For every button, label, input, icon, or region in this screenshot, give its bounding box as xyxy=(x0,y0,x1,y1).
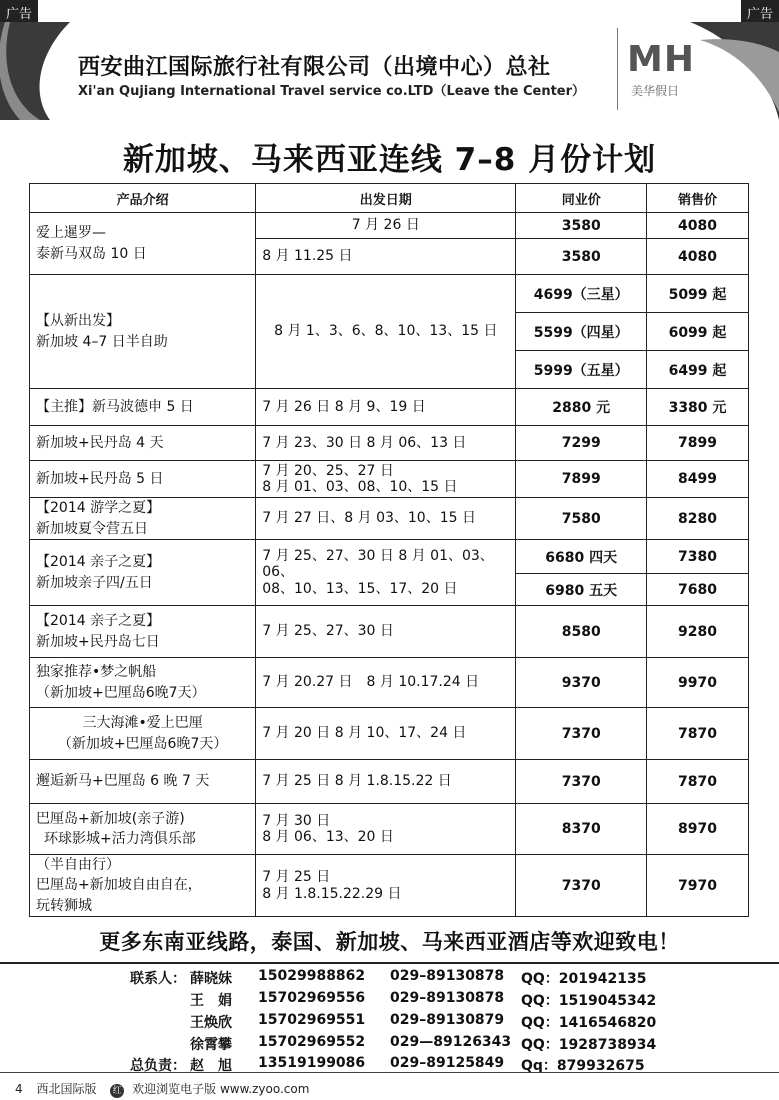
peer-price: 2880 元 xyxy=(516,389,647,426)
product-cell xyxy=(30,275,256,389)
product-line: 新加坡夏令营五日 xyxy=(36,520,148,537)
product-cell xyxy=(30,708,256,760)
publisher-badge-icon: 红 xyxy=(110,1084,124,1098)
peer-price: 7299 xyxy=(516,426,647,461)
product-cell: 新加坡+民丹岛 4 天 xyxy=(30,426,256,461)
contact-role: 总负责： xyxy=(130,1058,186,1074)
sale-price: 7870 xyxy=(647,708,749,760)
product-line: 新加坡 4–7 日半自助 xyxy=(36,333,168,350)
peer-price: 6680 四天 xyxy=(516,540,647,574)
product-cell: 邂逅新马+巴厘岛 6 晚 7 天 xyxy=(30,760,256,804)
product-line: 玩转狮城 xyxy=(36,897,92,914)
product-cell xyxy=(30,658,256,708)
contacts-top-rule xyxy=(0,962,779,964)
product-cell: 【主推】新马波德申 5 日 xyxy=(30,389,256,426)
date-line: 8 月 1.8.15.22.29 日 xyxy=(262,885,402,902)
product-line: 【2014 游学之夏】 xyxy=(36,500,161,517)
table-row xyxy=(30,804,749,855)
contact-mobile: 15702969551 xyxy=(258,1012,366,1028)
table-row xyxy=(30,855,749,917)
date-cell: 7 月 23、30 日 8 月 06、13 日 xyxy=(256,426,516,461)
product-line: 环球影城+活力湾俱乐部 xyxy=(44,831,196,847)
contact-role: 联系人： xyxy=(130,971,186,987)
contact-tel: 029–89130879 xyxy=(390,1012,505,1028)
peer-price: 7370 xyxy=(516,855,647,917)
company-name-cn: 西安曲江国际旅行社有限公司（出境中心）总社 xyxy=(78,55,551,80)
agency-header xyxy=(0,22,779,120)
contact-qq: QQ：1416546820 xyxy=(521,1015,657,1031)
header-peer-price: 同业价 xyxy=(516,184,647,213)
peer-price: 7370 xyxy=(516,760,647,804)
sale-price: 4080 xyxy=(647,213,749,239)
header-sale-price: 销售价 xyxy=(647,184,749,213)
sale-price: 8970 xyxy=(647,804,749,855)
date-line: 7 月 25 日 xyxy=(262,869,331,886)
peer-price: 7899 xyxy=(516,461,647,498)
date-cell xyxy=(256,855,516,917)
table-row xyxy=(30,389,749,426)
peer-price: 4699（三星） xyxy=(516,275,647,313)
date-cell: 7 月 27 日、8 月 03、10、15 日 xyxy=(256,498,516,540)
date-cell: 8 月 1、3、6、8、10、13、15 日 xyxy=(256,275,516,389)
sale-price: 7380 xyxy=(647,540,749,574)
sale-price: 7899 xyxy=(647,426,749,461)
table-row xyxy=(30,760,749,804)
product-line: 新加坡+民丹岛七日 xyxy=(36,633,160,650)
date-line: 8 月 06、13、20 日 xyxy=(262,829,394,845)
date-cell: 7 月 25 日 8 月 1.8.15.22 日 xyxy=(256,760,516,804)
product-line: 【从新出发】 xyxy=(36,313,120,330)
header-date: 出发日期 xyxy=(256,184,516,213)
product-cell xyxy=(30,804,256,855)
peer-price: 3580 xyxy=(516,213,647,239)
peer-price: 8370 xyxy=(516,804,647,855)
contact-name: 赵 旭 xyxy=(190,1058,232,1074)
product-line: （新加坡+巴厘岛6晚7天） xyxy=(57,735,228,752)
product-line: 巴厘岛+新加坡自由自在， xyxy=(36,877,202,894)
contact-name: 薛晓妹 xyxy=(190,971,232,987)
product-cell: 新加坡+民丹岛 5 日 xyxy=(30,461,256,498)
product-line: （新加坡+巴厘岛6晚7天） xyxy=(36,684,206,701)
product-cell xyxy=(30,213,256,275)
contact-qq: Qq：879932675 xyxy=(521,1058,645,1074)
page-footer xyxy=(15,1080,319,1098)
sale-price: 6099 起 xyxy=(647,313,749,351)
sale-price: 4080 xyxy=(647,239,749,275)
peer-price: 6980 五天 xyxy=(516,574,647,606)
peer-price: 7370 xyxy=(516,708,647,760)
product-cell xyxy=(30,498,256,540)
contact-name: 王焕欣 xyxy=(190,1015,232,1031)
product-line: （半自由行） xyxy=(36,857,120,874)
sale-price: 7970 xyxy=(647,855,749,917)
contact-tel: 029–89125849 xyxy=(390,1055,505,1071)
date-cell: 8 月 11.25 日 xyxy=(256,239,516,275)
peer-price: 5599（四星） xyxy=(516,313,647,351)
sale-price: 9970 xyxy=(647,658,749,708)
sale-price: 8499 xyxy=(647,461,749,498)
section-name: 西北国际版 xyxy=(36,1082,97,1096)
product-line: 独家推荐•梦之帆船 xyxy=(36,664,157,681)
peer-price: 7580 xyxy=(516,498,647,540)
date-line: 7 月 30 日 xyxy=(262,812,331,829)
ad-label-right: 广告 xyxy=(741,0,779,25)
contact-mobile: 15029988862 xyxy=(258,968,366,984)
table-row xyxy=(30,275,749,313)
date-line: 8 月 01、03、08、10、15 日 xyxy=(262,479,458,495)
company-name-en: Xi'an Qujiang International Travel service co.LTD（Leave the Center） xyxy=(78,84,586,99)
date-cell xyxy=(256,804,516,855)
product-line: 【2014 亲子之夏】 xyxy=(36,554,161,571)
contact-mobile: 15702969552 xyxy=(258,1034,366,1050)
logo-subtitle: 美华假日 xyxy=(631,84,680,98)
header-product: 产品介绍 xyxy=(30,184,256,213)
table-row xyxy=(30,426,749,461)
contact-mobile: 13519199086 xyxy=(258,1055,366,1071)
table-row xyxy=(30,606,749,658)
page-number: 4 xyxy=(15,1082,23,1096)
contact-tel: 029—89126343 xyxy=(390,1034,512,1050)
product-line: 新加坡亲子四/五日 xyxy=(36,574,153,591)
peer-price: 8580 xyxy=(516,606,647,658)
contact-qq: QQ：1519045342 xyxy=(521,993,657,1009)
contact-mobile: 15702969556 xyxy=(258,990,366,1006)
footer-rule xyxy=(0,1072,779,1073)
sale-price: 6499 起 xyxy=(647,351,749,389)
product-line: 三大海滩•爱上巴厘 xyxy=(82,715,203,732)
sale-price: 7680 xyxy=(647,574,749,606)
date-cell: 7 月 25、27、30 日 xyxy=(256,606,516,658)
product-cell xyxy=(30,540,256,606)
page-title: 新加坡、马来西亚连线 7–8 月份计划 xyxy=(122,142,657,178)
date-line: 7 月 25、27、30 日 8 月 01、03、06、 xyxy=(262,548,494,581)
table-row xyxy=(30,213,749,239)
product-line: 泰新马双岛 10 日 xyxy=(36,245,147,262)
table-row xyxy=(30,498,749,540)
sale-price: 7870 xyxy=(647,760,749,804)
date-cell xyxy=(256,461,516,498)
product-cell xyxy=(30,855,256,917)
logo-mark: MH xyxy=(627,39,695,80)
sale-price: 9280 xyxy=(647,606,749,658)
date-line: 7 月 20、25、27 日 xyxy=(262,462,394,479)
ad-label-left: 广告 xyxy=(0,0,38,25)
contact-name: 王 娟 xyxy=(190,993,232,1009)
date-cell: 7 月 26 日 8 月 9、19 日 xyxy=(256,389,516,426)
date-cell: 7 月 26 日 xyxy=(256,213,516,239)
product-cell xyxy=(30,606,256,658)
product-line: 【2014 亲子之夏】 xyxy=(36,613,161,630)
table-row xyxy=(30,658,749,708)
date-line: 08、10、13、15、17、20 日 xyxy=(262,580,458,597)
sale-price: 5099 起 xyxy=(647,275,749,313)
product-line: 爱上暹罗— xyxy=(36,225,106,242)
contact-tel: 029–89130878 xyxy=(390,968,505,984)
more-routes-slogan: 更多东南亚线路，泰国、新加坡、马来西亚酒店等欢迎致电！ xyxy=(99,930,680,954)
tour-schedule-table xyxy=(29,183,749,917)
date-cell: 7 月 20.27 日 8 月 10.17.24 日 xyxy=(256,658,516,708)
contact-qq: QQ：201942135 xyxy=(521,971,647,987)
table-header-row xyxy=(30,184,749,213)
brand-logo xyxy=(627,39,707,99)
header-divider xyxy=(617,28,618,110)
footer-site-text: 欢迎浏览电子版 www.zyoo.com xyxy=(132,1082,310,1096)
table-row xyxy=(30,461,749,498)
peer-price: 3580 xyxy=(516,239,647,275)
product-line: 巴厘岛+新加坡(亲子游) xyxy=(36,810,185,827)
contact-qq: QQ：1928738934 xyxy=(521,1037,657,1053)
contact-tel: 029–89130878 xyxy=(390,990,505,1006)
contact-name: 徐霄攀 xyxy=(190,1037,232,1053)
sale-price: 8280 xyxy=(647,498,749,540)
table-row xyxy=(30,540,749,574)
sale-price: 3380 元 xyxy=(647,389,749,426)
date-cell: 7 月 20 日 8 月 10、17、24 日 xyxy=(256,708,516,760)
table-row xyxy=(30,708,749,760)
date-cell xyxy=(256,540,516,606)
peer-price: 5999（五星） xyxy=(516,351,647,389)
peer-price: 9370 xyxy=(516,658,647,708)
